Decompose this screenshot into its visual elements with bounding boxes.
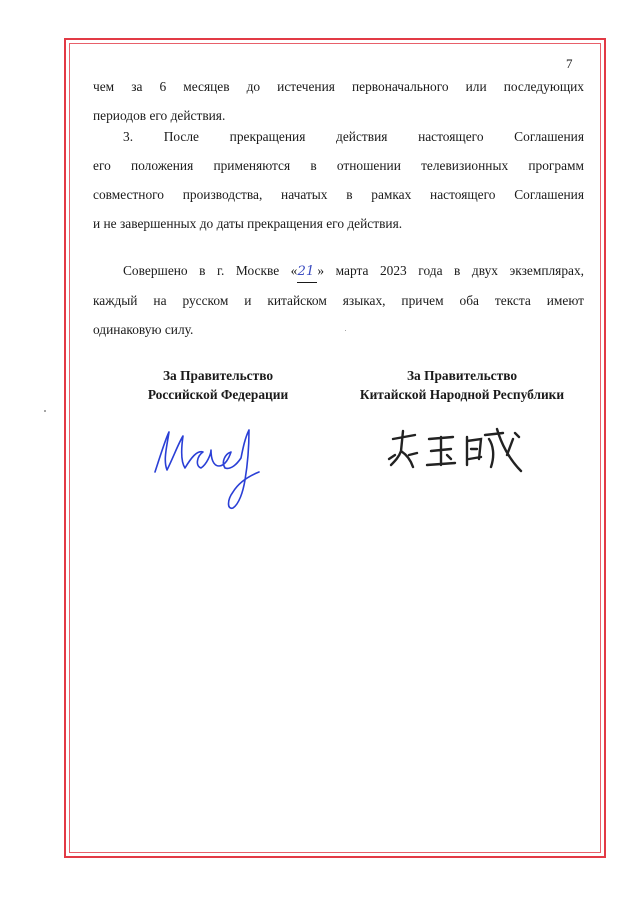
signatory-china-line-1: За Правительство xyxy=(406,368,518,383)
date-suffix: » марта 2023 года в двух экземплярах, xyxy=(317,263,585,278)
paragraph-2-line-3: совместного производства, начатых в рамках настоящего Соглашения xyxy=(93,187,584,202)
signatory-russia-line-2: Российской Федерации xyxy=(147,387,289,402)
paragraph-3-line-2: каждый на русском и китайском языках, причем оба текста имеют xyxy=(93,293,584,308)
signatory-russia-line-1: За Правительство xyxy=(162,368,274,383)
paragraph-2 xyxy=(93,122,584,238)
paragraph-3-line-1 xyxy=(93,256,584,286)
paragraph-2-line-1: 3. После прекращения действия настоящего Соглашения xyxy=(123,129,584,144)
paragraph-3 xyxy=(93,256,584,344)
paragraph-3-line-3: одинаковую силу. xyxy=(93,322,194,337)
paragraph-1-line-1: чем за 6 месяцев до истечения первоначального или последующих xyxy=(93,79,584,94)
scan-speck xyxy=(345,330,346,331)
page-number: 7 xyxy=(566,56,573,71)
paragraph-2-line-2: его положения применяются в отношении телевизионных программ xyxy=(93,158,584,173)
date-prefix: Совершено в г. Москве « xyxy=(123,263,298,278)
signatory-china xyxy=(338,366,586,404)
signature-china xyxy=(385,425,535,480)
scan-speck xyxy=(44,410,46,412)
paragraph-2-line-4: и не завершенных до даты прекращения его действия. xyxy=(93,216,403,231)
signatory-china-line-2: Китайской Народной Республики xyxy=(359,387,565,402)
signature-russia xyxy=(145,420,275,515)
signatory-russia xyxy=(118,366,318,404)
paragraph-1-line-2: периодов его действия. xyxy=(93,108,226,123)
date-day-handwritten: 21 xyxy=(297,257,317,286)
